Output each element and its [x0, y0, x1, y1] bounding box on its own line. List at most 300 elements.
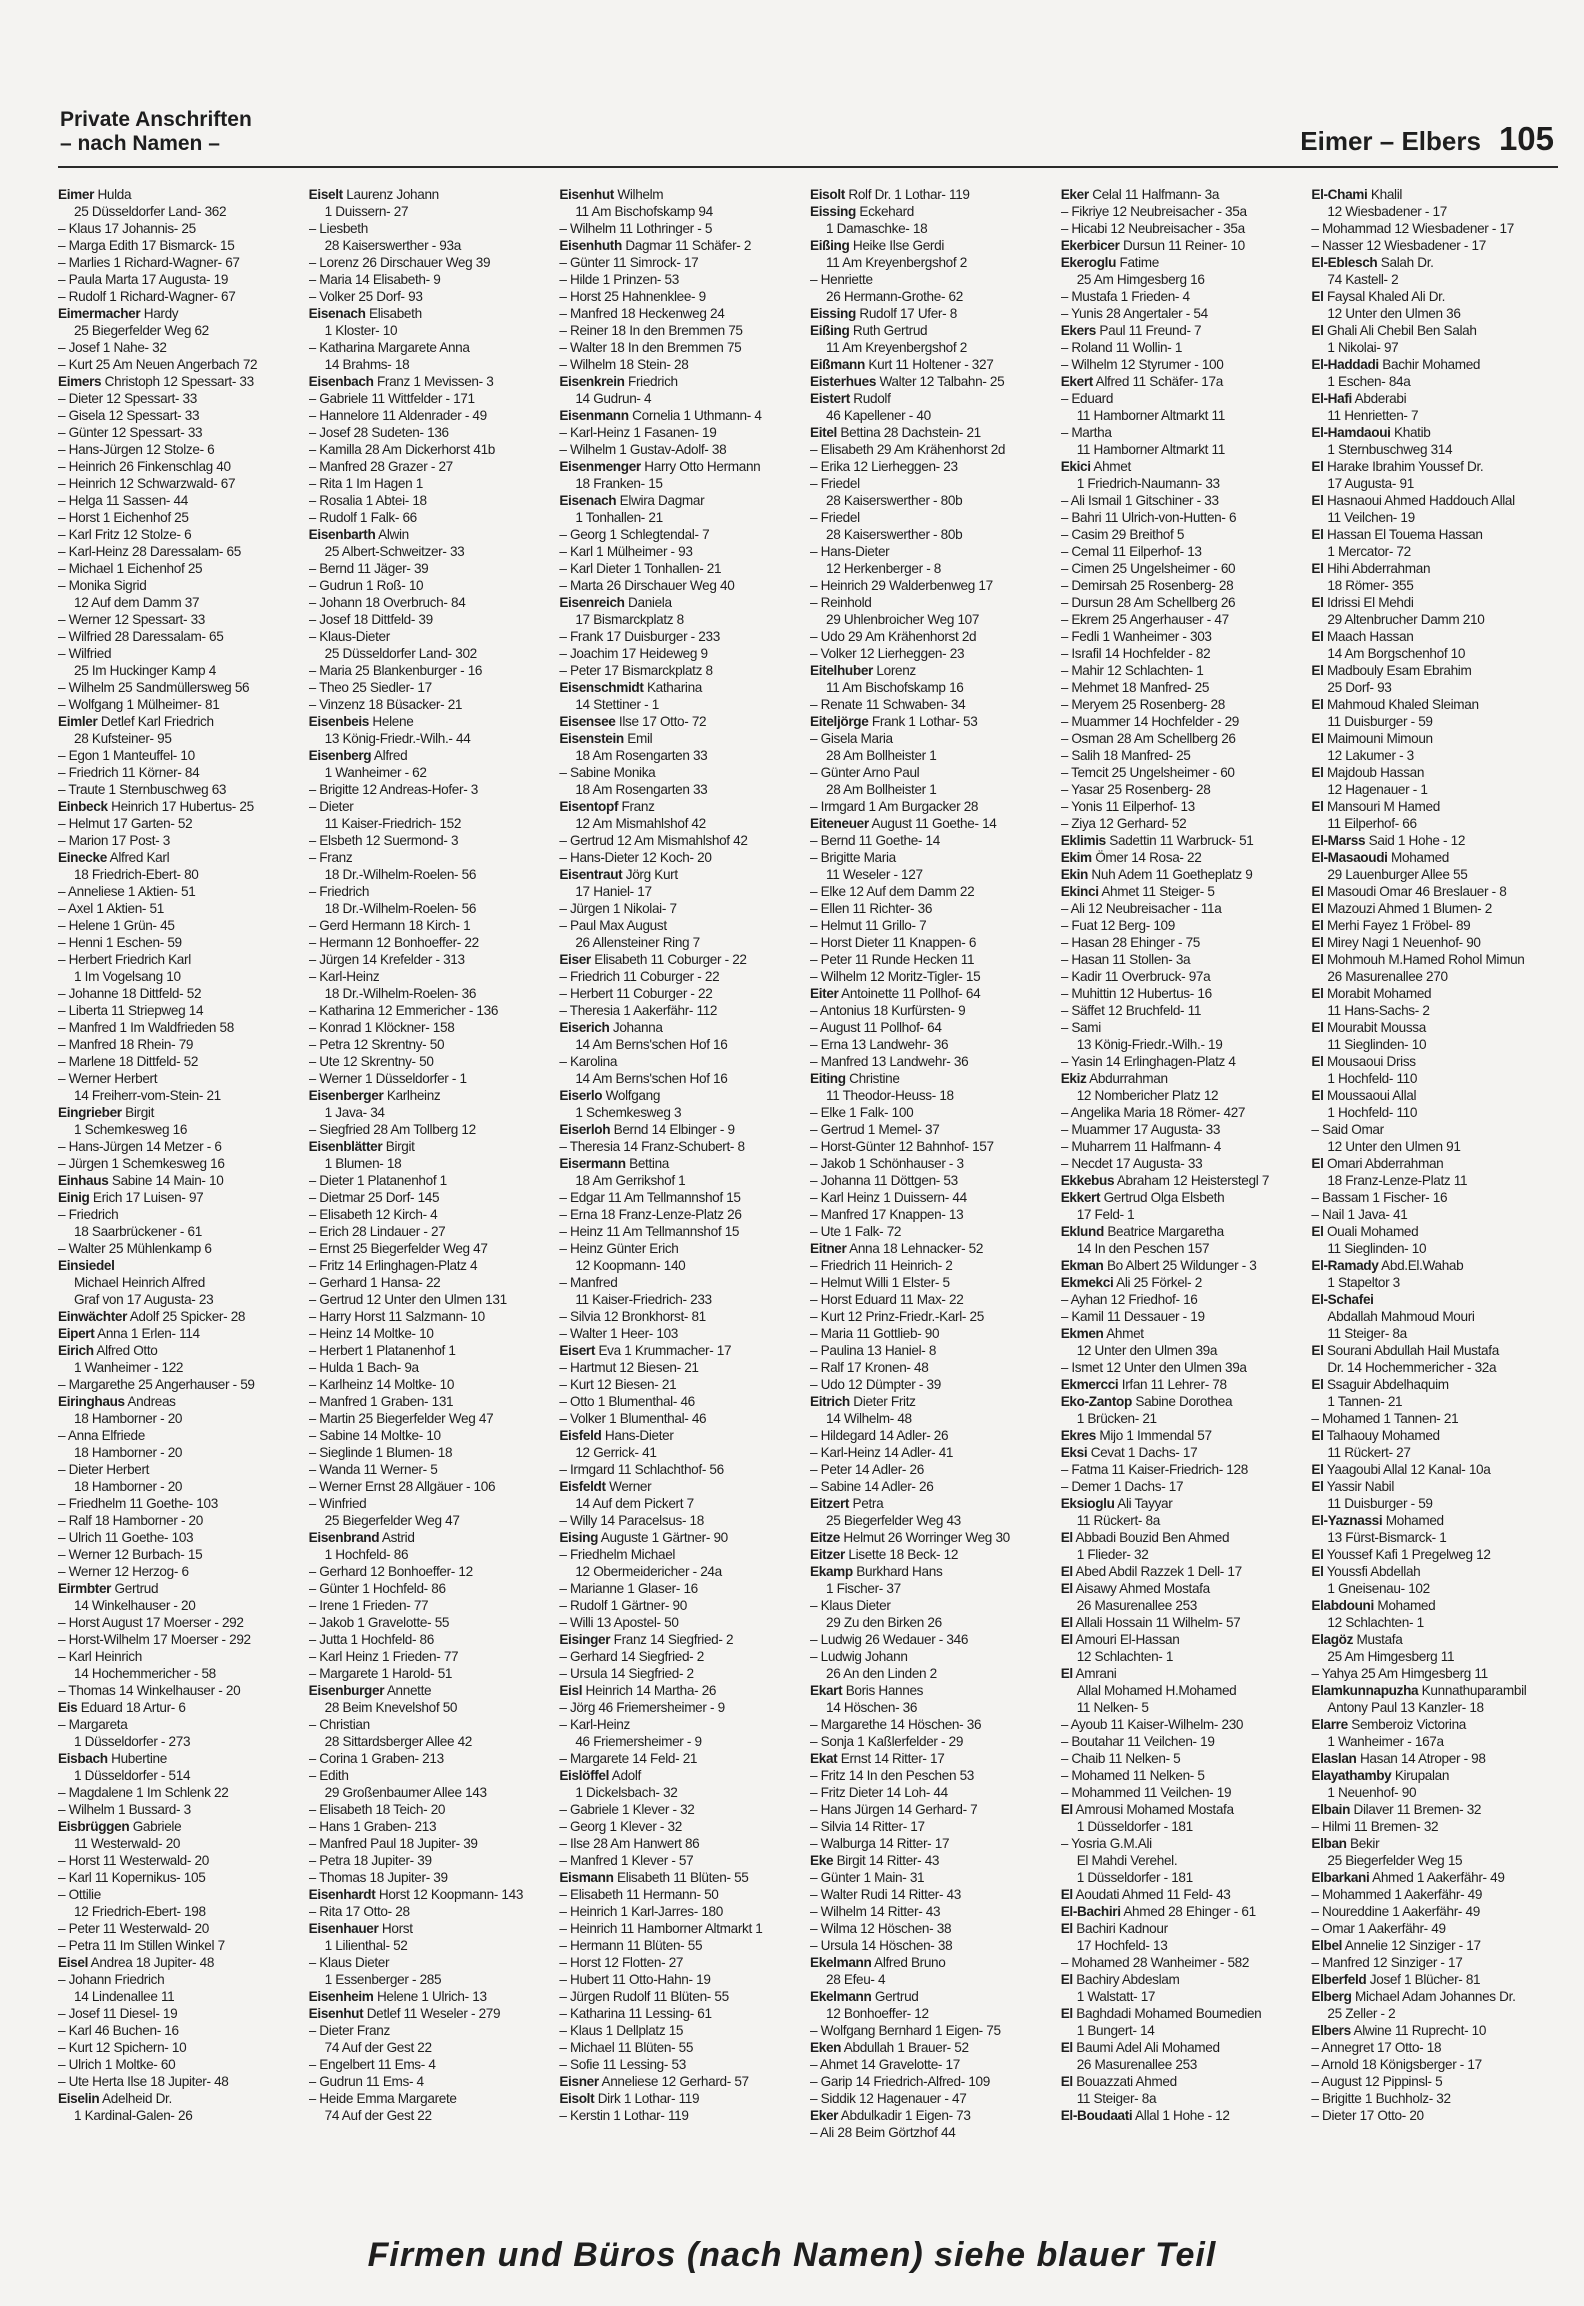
- directory-entry: [1061, 2073, 1306, 2107]
- entry-name-line: Eiserlo Wolfgang: [559, 1088, 661, 1103]
- entry-name-line: Elarre Semberoiz Victorina: [1311, 1717, 1466, 1732]
- entry-name-line: – Mohamed 1 Tannen- 21: [1311, 1411, 1459, 1426]
- entry-name-line: – Theresia 14 Franz-Schubert- 8: [559, 1139, 745, 1154]
- directory-entry: [559, 1937, 804, 1954]
- directory-entry: [810, 1546, 1055, 1563]
- entry-name-line: – Mahir 12 Schlachten- 1: [1060, 663, 1204, 678]
- entry-name-line: – Rita 1 Im Hagen 1: [308, 476, 423, 491]
- directory-entry: [1061, 1971, 1306, 2005]
- directory-entry: [810, 1155, 1055, 1172]
- entry-name-line: – Horst Eduard 11 Max- 22: [810, 1292, 964, 1307]
- entry-name-line: Eissing Eckehard: [810, 204, 914, 219]
- entry-address-line: 11 Eilperhof- 66: [1327, 816, 1417, 831]
- directory-entry: [58, 1971, 303, 2005]
- entry-name-line: – Peter 14 Adler- 26: [810, 1462, 924, 1477]
- surname: Einsiedel: [58, 1258, 115, 1273]
- directory-entry: [309, 1954, 554, 1988]
- surname: El: [1311, 561, 1324, 576]
- entry-name-line: – Irmgard 11 Schlachthof- 56: [559, 1462, 724, 1477]
- entry-name-line: – Georg 1 Klever - 32: [559, 1819, 682, 1834]
- directory-entry: [1061, 492, 1306, 509]
- directory-entry: [559, 2056, 804, 2073]
- directory-entry: [559, 1580, 804, 1597]
- surname: Ekat: [810, 1751, 838, 1766]
- entry-address-line: 29 Zu den Birken 26: [826, 1615, 942, 1630]
- entry-name-line: – Klaus-Dieter: [308, 629, 390, 644]
- directory-entry: [810, 1342, 1055, 1359]
- directory-entry: [58, 1784, 303, 1801]
- entry-address-line: 12 Hagenauer - 1: [1327, 782, 1428, 797]
- surname: Eisfeldt: [559, 1479, 606, 1494]
- directory-entry: [1311, 1835, 1556, 1869]
- entry-name-line: – Karl-Heinz 14 Adler- 41: [810, 1445, 954, 1460]
- entry-name-line: Eisenberg Alfred: [308, 748, 408, 763]
- surname: Elarre: [1311, 1717, 1348, 1732]
- entry-name-line: – Udo 29 Am Krähenhorst 2d: [810, 629, 977, 644]
- directory-column-3: [559, 186, 810, 2176]
- directory-entry: [559, 594, 804, 628]
- entry-name-line: Eirmbter Gertrud: [58, 1581, 159, 1596]
- directory-entry: [810, 458, 1055, 475]
- directory-entry: [1311, 832, 1556, 849]
- directory-entry: [1061, 203, 1306, 220]
- entry-name-line: Eker Abdulkadir 1 Eigen- 73: [810, 2108, 971, 2123]
- entry-name-line: – Ludwig Johann: [810, 1649, 908, 1664]
- entry-name-line: – Kurt 12 Spichern- 10: [58, 2040, 187, 2055]
- surname: El-Chami: [1311, 187, 1368, 202]
- directory-entry: [58, 1886, 303, 1920]
- entry-name-line: – Ulrich 11 Goethe- 103: [58, 1530, 194, 1545]
- entry-name-line: Eisolt Dirk 1 Lothar- 119: [559, 2091, 700, 2106]
- entry-name-line: El-Hamdaoui Khatib: [1311, 425, 1431, 440]
- entry-name-line: – Horst-Wilhelm 17 Moerser - 292: [58, 1632, 251, 1647]
- entry-name-line: Eiser Elisabeth 11 Coburger - 22: [559, 952, 747, 967]
- entry-name-line: Eisenach Elwira Dagmar: [559, 493, 705, 508]
- entry-address-line: 1 Flieder- 32: [1076, 1547, 1149, 1562]
- entry-name-line: Eisenhuth Dagmar 11 Schäfer- 2: [559, 238, 752, 253]
- surname: El-Eblesch: [1311, 255, 1378, 270]
- directory-entry: [810, 934, 1055, 951]
- directory-entry: [559, 1461, 804, 1478]
- entry-name-line: – Siddik 12 Hagenauer - 47: [810, 2091, 967, 2106]
- entry-name-line: Einig Erich 17 Luisen- 97: [58, 1190, 204, 1205]
- directory-entry: [559, 1206, 804, 1223]
- entry-name-line: Eitrich Dieter Fritz: [810, 1394, 916, 1409]
- directory-entry: [309, 1818, 554, 1835]
- directory-entry: [1061, 594, 1306, 611]
- entry-name-line: – Cimen 25 Ungelsheimer - 60: [1060, 561, 1236, 576]
- surname: Eistert: [810, 391, 850, 406]
- directory-entry: [309, 509, 554, 526]
- directory-entry: [810, 832, 1055, 849]
- entry-address-line: 25 Biegerfelder Weg 47: [324, 1513, 460, 1528]
- entry-name-line: – Yonis 11 Eilperhof- 13: [1060, 799, 1195, 814]
- directory-entry: [810, 1563, 1055, 1597]
- directory-entry: [559, 968, 804, 985]
- entry-address-line: 14 Stettiner - 1: [575, 697, 659, 712]
- entry-name-line: Ekim Ömer 14 Rosa- 22: [1060, 850, 1202, 865]
- surname: Eker: [1060, 187, 1089, 202]
- directory-entry: [1311, 1801, 1556, 1818]
- entry-name-line: – Gudrun 1 Roß- 10: [308, 578, 424, 593]
- directory-column-4: [810, 186, 1061, 2176]
- surname: Eisermann: [559, 1156, 626, 1171]
- entry-name-line: Eissing Rudolf 17 Ufer- 8: [810, 306, 957, 321]
- directory-entry: [810, 1767, 1055, 1784]
- entry-address-line: 18 Hamborner - 20: [74, 1445, 183, 1460]
- directory-entry: [1311, 424, 1556, 458]
- entry-address-line: 12 Gerrick- 41: [575, 1445, 657, 1460]
- entry-name-line: – Gisela Maria: [810, 731, 893, 746]
- directory-entry: [1061, 288, 1306, 305]
- directory-entry: [810, 1495, 1055, 1529]
- entry-name-line: El Bachiri Kadnour: [1060, 1921, 1168, 1936]
- directory-entry: [810, 577, 1055, 594]
- entry-name-line: – Petra 12 Skrentny- 50: [308, 1037, 445, 1052]
- directory-entry: [810, 1733, 1055, 1750]
- surname: Eisenmann: [559, 408, 629, 423]
- directory-entry: [1061, 951, 1306, 968]
- entry-name-line: – Margarete 1 Harold- 51: [308, 1666, 453, 1681]
- directory-entry: [559, 2107, 804, 2124]
- directory-entry: [1061, 1529, 1306, 1563]
- directory-entry: [1311, 2022, 1556, 2039]
- entry-name-line: Eisinger Franz 14 Siegfried- 2: [559, 1632, 734, 1647]
- directory-entry: [58, 917, 303, 934]
- directory-entry: [309, 798, 554, 832]
- surname: Ekin: [1060, 867, 1088, 882]
- surname: Elberfeld: [1311, 1972, 1367, 1987]
- directory-entry: [1311, 1869, 1556, 1886]
- entry-name-line: – Ursula 14 Höschen- 38: [810, 1938, 953, 1953]
- directory-entry: [810, 1104, 1055, 1121]
- directory-entry: [58, 2073, 303, 2090]
- entry-name-line: El Moussaoui Allal: [1311, 1088, 1417, 1103]
- entry-name-line: – Wilhelm 18 Stein- 28: [559, 357, 689, 372]
- entry-address-line: 11 Veilchen- 19: [1327, 510, 1415, 525]
- surname: Ekerbicer: [1060, 238, 1120, 253]
- entry-name-line: El Omari Abderrahman: [1311, 1156, 1444, 1171]
- entry-name-line: Ekmercci Irfan 11 Lehrer- 78: [1060, 1377, 1227, 1392]
- directory-entry: [559, 1767, 804, 1801]
- directory-entry: [309, 1376, 554, 1393]
- surname: El: [1311, 986, 1324, 1001]
- surname: El-Hafi: [1311, 391, 1352, 406]
- directory-entry: [810, 1359, 1055, 1376]
- surname: Eisensee: [559, 714, 616, 729]
- entry-name-line: El Baghdadi Mohamed Boumedien: [1060, 2006, 1262, 2021]
- entry-name-line: – Erich 28 Lindauer - 27: [308, 1224, 446, 1239]
- surname: El: [1060, 2074, 1073, 2089]
- entry-name-line: Eimer Hulda: [58, 187, 132, 202]
- directory-entry: [309, 560, 554, 577]
- surname: Eke: [810, 1853, 834, 1868]
- surname: Eising: [559, 1530, 599, 1545]
- directory-entry: [309, 1342, 554, 1359]
- entry-address-line: 18 Am Gerrikshof 1: [575, 1173, 686, 1188]
- surname: Eissing: [810, 306, 856, 321]
- entry-name-line: El Mourabit Moussa: [1311, 1020, 1426, 1035]
- directory-entry: [559, 1410, 804, 1427]
- entry-name-line: – Hicabi 12 Neubreisacher - 35a: [1060, 221, 1245, 236]
- directory-entry: [559, 679, 804, 713]
- surname: Eisel: [58, 1955, 88, 1970]
- entry-name-line: – Wolfgang 1 Mülheimer- 81: [58, 697, 220, 712]
- directory-entry: [1061, 1665, 1306, 1716]
- directory-entry: [309, 747, 554, 781]
- surname: El-Hamdaoui: [1311, 425, 1391, 440]
- entry-name-line: – Manfred 28 Grazer - 27: [308, 459, 453, 474]
- directory-entry: [810, 1852, 1055, 1869]
- entry-name-line: – Horst Dieter 11 Knappen- 6: [810, 935, 977, 950]
- directory-entry: [559, 1546, 804, 1580]
- surname: Eißing: [810, 323, 850, 338]
- directory-entry: [1061, 2107, 1306, 2124]
- entry-name-line: – Eduard: [1060, 391, 1114, 406]
- surname: Eisenreich: [559, 595, 625, 610]
- surname: Eirich: [58, 1343, 94, 1358]
- directory-entry: [559, 1699, 804, 1716]
- directory-entry: [58, 1427, 303, 1461]
- directory-entry: [1311, 1342, 1556, 1376]
- entry-name-line: – Heinz 11 Am Tellmannshof 15: [559, 1224, 740, 1239]
- directory-entry: [309, 1172, 554, 1189]
- entry-name-line: – Dieter 12 Spessart- 33: [58, 391, 197, 406]
- entry-address-line: 25 Biegerfelder Weg 15: [1327, 1853, 1463, 1868]
- surname: El-Marss: [1311, 833, 1366, 848]
- entry-name-line: El Mousaoui Driss: [1311, 1054, 1416, 1069]
- surname: Elberg: [1311, 1989, 1352, 2004]
- directory-entry: [58, 1495, 303, 1512]
- surname: Eisner: [559, 2074, 599, 2089]
- entry-name-line: Eingrieber Birgit: [58, 1105, 155, 1120]
- directory-entry: [58, 509, 303, 526]
- directory-entry: [309, 1529, 554, 1563]
- entry-name-line: – Marga Edith 17 Bismarck- 15: [58, 238, 235, 253]
- entry-name-line: Eimermacher Hardy: [58, 306, 179, 321]
- entry-name-line: – Gerhard 12 Bonhoeffer- 12: [308, 1564, 473, 1579]
- directory-entry: [810, 1308, 1055, 1325]
- entry-name-line: El Abbadi Bouzid Ben Ahmed: [1060, 1530, 1230, 1545]
- directory-entry: [58, 815, 303, 832]
- surname: Eisentopf: [559, 799, 619, 814]
- directory-entry: [1061, 577, 1306, 594]
- surname: El: [1060, 1972, 1073, 1987]
- directory-entry: [559, 832, 804, 849]
- directory-entry: [309, 475, 554, 492]
- entry-address-line: 11 Steiger- 8a: [1327, 1326, 1407, 1341]
- surname: Eiserlo: [559, 1088, 603, 1103]
- directory-entry: [810, 1954, 1055, 1988]
- entry-name-line: Eisenach Elisabeth: [308, 306, 422, 321]
- entry-name-line: Eisenhardt Horst 12 Koopmann- 143: [308, 1887, 524, 1902]
- directory-entry: [309, 1223, 554, 1240]
- directory-entry: [1311, 1954, 1556, 1971]
- surname: Eimer: [58, 187, 95, 202]
- entry-address-line: 14 Lindenallee 11: [74, 1989, 175, 2004]
- entry-name-line: – Heinrich 11 Hamborner Altmarkt 1: [559, 1921, 763, 1936]
- entry-name-line: El Ouali Mohamed: [1311, 1224, 1419, 1239]
- directory-entry: [309, 1614, 554, 1631]
- entry-address-line: Allal Mohamed H.Mohamed: [1076, 1683, 1237, 1698]
- directory-entry: [1061, 1784, 1306, 1801]
- entry-name-line: – Angelika Maria 18 Römer- 427: [1060, 1105, 1246, 1120]
- directory-entry: [309, 1070, 554, 1087]
- entry-name-line: – Bernd 11 Goethe- 14: [810, 833, 940, 848]
- entry-address-line: 1 Damaschke- 18: [826, 221, 928, 236]
- directory-entry: [58, 407, 303, 424]
- directory-entry: [1311, 1971, 1556, 1988]
- entry-name-line: – Josef 28 Sudeten- 136: [308, 425, 449, 440]
- directory-entry: [810, 1886, 1055, 1903]
- entry-address-line: 28 Sittardsberger Allee 42: [324, 1734, 472, 1749]
- entry-name-line: – Ottilie: [58, 1887, 101, 1902]
- entry-address-line: 1 Tannen- 21: [1327, 1394, 1403, 1409]
- entry-name-line: – Silvia 14 Ritter- 17: [810, 1819, 925, 1834]
- entry-address-line: 11 Sieglinden- 10: [1327, 1241, 1427, 1256]
- directory-entry: [58, 781, 303, 798]
- directory-entry: [309, 1631, 554, 1648]
- directory-entry: [1311, 1750, 1556, 1767]
- surname: Ekeroglu: [1060, 255, 1117, 270]
- directory-entry: [1061, 1631, 1306, 1665]
- entry-name-line: Eitze Helmut 26 Worringer Weg 30: [810, 1530, 1010, 1545]
- surname: El: [1060, 1632, 1073, 1647]
- entry-name-line: Eisl Heinrich 14 Martha- 26: [559, 1683, 717, 1698]
- entry-name-line: – Helmut 17 Garten- 52: [58, 816, 193, 831]
- entry-name-line: – Heinz 14 Moltke- 10: [308, 1326, 434, 1341]
- directory-entry: [559, 1019, 804, 1053]
- directory-entry: [309, 1886, 554, 1903]
- entry-name-line: – Wilhelm 12 Styrumer - 100: [1060, 357, 1224, 372]
- directory-entry: [309, 1308, 554, 1325]
- entry-name-line: – Anneliese 1 Aktien- 51: [58, 884, 196, 899]
- directory-entry: [810, 1631, 1055, 1648]
- entry-name-line: El Idrissi El Mehdi: [1311, 595, 1414, 610]
- entry-name-line: Eißing Heike Ilse Gerdi: [810, 238, 944, 253]
- directory-entry: [1311, 985, 1556, 1019]
- entry-name-line: – Thomas 14 Winkelhauser - 20: [58, 1683, 241, 1698]
- surname: Eiserich: [559, 1020, 610, 1035]
- directory-entry: [58, 1920, 303, 1937]
- entry-name-line: Eisert Eva 1 Krummacher- 17: [559, 1343, 732, 1358]
- directory-entry: [309, 305, 554, 339]
- directory-entry: [810, 1376, 1055, 1393]
- directory-entry: [309, 1648, 554, 1665]
- directory-entry: [1061, 1614, 1306, 1631]
- surname: Eiteneuer: [810, 816, 869, 831]
- directory-entry: [1311, 1937, 1556, 1954]
- directory-entry: [559, 237, 804, 254]
- entry-address-line: 18 Franken- 15: [575, 476, 663, 491]
- entry-address-line: 18 Hamborner - 20: [74, 1479, 183, 1494]
- directory-entry: [559, 1087, 804, 1121]
- directory-entry: [309, 1869, 554, 1886]
- entry-name-line: Eiringhaus Andreas: [58, 1394, 176, 1409]
- surname: El: [1311, 952, 1324, 967]
- directory-entry: [559, 1529, 804, 1546]
- entry-name-line: – Karl Heinrich: [58, 1649, 142, 1664]
- directory-entry: [810, 1648, 1055, 1682]
- directory-entry: [1061, 917, 1306, 934]
- entry-name-line: – Jürgen Rudolf 11 Blüten- 55: [559, 1989, 729, 2004]
- surname: Elamkunnapuzha: [1311, 1683, 1419, 1698]
- entry-name-line: – Helene 1 Grün- 45: [58, 918, 175, 933]
- entry-name-line: Ekat Ernst 14 Ritter- 17: [810, 1751, 945, 1766]
- entry-name-line: – Ali Ismail 1 Gitschiner - 33: [1060, 493, 1219, 508]
- surname: Eisenbeis: [308, 714, 369, 729]
- entry-name-line: – Klaus 17 Johannis- 25: [58, 221, 196, 236]
- directory-entry: [1061, 1053, 1306, 1070]
- entry-name-line: Eisbrüggen Gabriele: [58, 1819, 182, 1834]
- surname: El: [1311, 1224, 1324, 1239]
- directory-entry: [559, 1886, 804, 1903]
- surname: Eklimis: [1060, 833, 1106, 848]
- surname: Eisenhardt: [308, 1887, 376, 1902]
- directory-entry: [1311, 254, 1556, 288]
- entry-name-line: – Temcit 25 Ungelsheimer - 60: [1060, 765, 1235, 780]
- entry-name-line: – Demer 1 Dachs- 17: [1060, 1479, 1184, 1494]
- directory-entry: [559, 220, 804, 237]
- directory-entry: [559, 1427, 804, 1461]
- entry-name-line: – Margarete 14 Feld- 21: [559, 1751, 698, 1766]
- directory-entry: [309, 1359, 554, 1376]
- directory-entry: [559, 305, 804, 322]
- entry-address-line: 25 Biegerfelder Weg 43: [826, 1513, 961, 1528]
- directory-entry: [309, 1053, 554, 1070]
- directory-entry: [1061, 305, 1306, 322]
- entry-name-line: Ekiz Abdurrahman: [1060, 1071, 1168, 1086]
- directory-entry: [559, 577, 804, 594]
- entry-name-line: – Karl-Heinz: [559, 1717, 630, 1732]
- entry-address-line: 1 Gneisenau- 102: [1327, 1581, 1430, 1596]
- entry-name-line: – Gabriele 1 Klever - 32: [559, 1802, 695, 1817]
- entry-name-line: El Hasnaoui Ahmed Haddouch Allal: [1311, 493, 1515, 508]
- directory-entry: [810, 798, 1055, 815]
- directory-entry: [309, 662, 554, 679]
- directory-entry: [810, 1223, 1055, 1240]
- entry-name-line: – Winfried: [308, 1496, 367, 1511]
- directory-entry: [559, 2039, 804, 2056]
- directory-entry: [58, 1104, 303, 1138]
- surname: Eisenblätter: [308, 1139, 383, 1154]
- surname: Einwächter: [58, 1309, 128, 1324]
- directory-entry: [1061, 1954, 1306, 1971]
- directory-entry: [1311, 237, 1556, 254]
- directory-entry: [58, 679, 303, 696]
- surname: Ekamp: [810, 1564, 853, 1579]
- entry-address-line: 25 Düsseldorfer Land- 362: [74, 204, 227, 219]
- entry-name-line: – Kadir 11 Overbruck- 97a: [1060, 969, 1211, 984]
- directory-entry: [58, 1138, 303, 1155]
- entry-name-line: El Yassir Nabil: [1311, 1479, 1395, 1494]
- entry-name-line: – Bassam 1 Fischer- 16: [1311, 1190, 1448, 1205]
- entry-address-line: 17 Hochfeld- 13: [1076, 1938, 1168, 1953]
- directory-entry: [1311, 1716, 1556, 1750]
- entry-name-line: – Horst 11 Westerwald- 20: [58, 1853, 209, 1868]
- entry-name-line: – Fritz 14 In den Peschen 53: [810, 1768, 975, 1783]
- entry-name-line: – Margarethe 25 Angerhauser - 59: [58, 1377, 255, 1392]
- directory-entry: [1061, 1835, 1306, 1886]
- directory-entry: [1311, 883, 1556, 900]
- surname: El: [1311, 901, 1324, 916]
- entry-name-line: – Irene 1 Frieden- 77: [308, 1598, 429, 1613]
- directory-entry: [559, 1971, 804, 1988]
- entry-name-line: – Egon 1 Manteuffel- 10: [58, 748, 195, 763]
- directory-entry: [1311, 1087, 1556, 1121]
- entry-name-line: Ekkebus Abraham 12 Heisterstegl 7: [1060, 1173, 1270, 1188]
- directory-entry: [1061, 781, 1306, 798]
